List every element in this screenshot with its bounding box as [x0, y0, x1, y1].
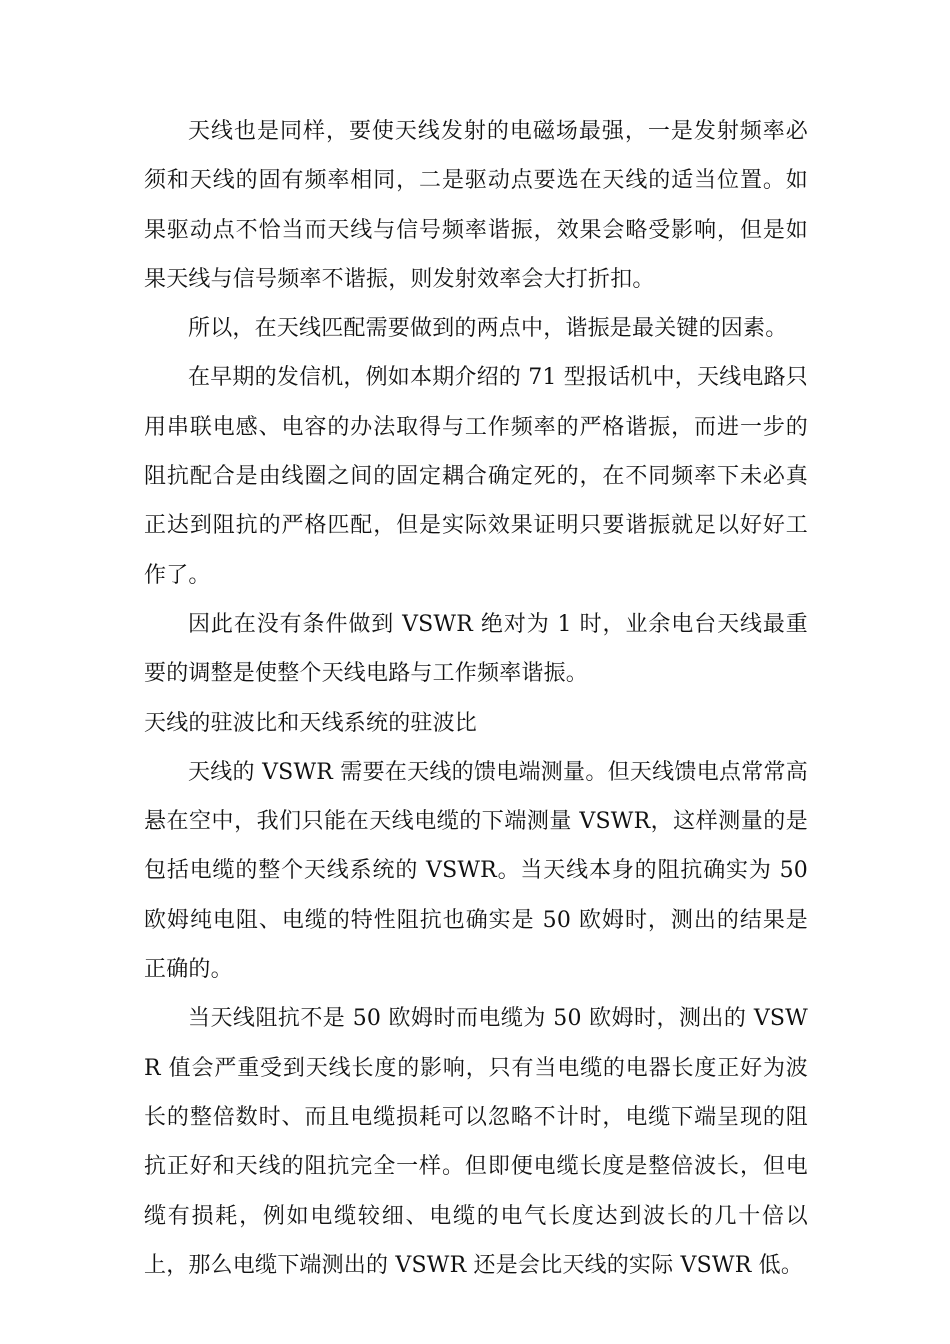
paragraph-vswr-adjustment: 因此在没有条件做到 VSWR 绝对为 1 时，业余电台天线最重要的调整是使整个天线电路与工作频率谐振。: [144, 611, 808, 687]
document-body: [144, 107, 808, 1290]
paragraph-cable-effects: 当天线阻抗不是 50 欧姆时而电缆为 50 欧姆时，测出的 VSWR 值会严重受到天线长度的影响，只有当电缆的电器长度正好为波长的整倍数时、而且电缆损耗可以忽略不计时，电缆下端呈现的阻抗正好和天线的阻抗完全一样。但即便电缆长度是整倍波长，但电缆有损耗，例如电缆较细、电缆的电气长度达到波长的几十倍以上，那么电缆下端测出的 VSWR 还是会比天线的实际 VSWR 低。: [144, 1006, 808, 1278]
paragraph-vswr-measurement: 天线的 VSWR 需要在天线的馈电端测量。但天线馈电点常常高悬在空中，我们只能在天线电缆的下端测量 VSWR，这样测量的是包括电缆的整个天线系统的 VSWR。当天线本身的阻抗确实为 50 欧姆纯电阻、电缆的特性阻抗也确实是 50 欧姆时，测出的结果是正确的。: [144, 759, 808, 983]
section-heading-vswr: 天线的驻波比和天线系统的驻波比: [144, 710, 478, 736]
paragraph-early-transmitter: 在早期的发信机，例如本期介绍的 71 型报话机中，天线电路只用串联电感、电容的办法取得与工作频率的严格谐振，而进一步的阻抗配合是由线圈之间的固定耦合确定死的，在不同频率下未必真正达到阻抗的严格匹配，但是实际效果证明只要谐振就足以好好工作了。: [144, 365, 808, 588]
paragraph-resonance-key-factor: 所以，在天线匹配需要做到的两点中，谐振是最关键的因素。: [188, 316, 788, 342]
paragraph-resonance-principle: 天线也是同样，要使天线发射的电磁场最强，一是发射频率必须和天线的固有频率相同，二是驱动点要选在天线的适当位置。如果驱动点不恰当而天线与信号频率谐振，效果会略受影响，但是如果天线与信号频率不谐振，则发射效率会大打折扣。: [144, 119, 808, 292]
